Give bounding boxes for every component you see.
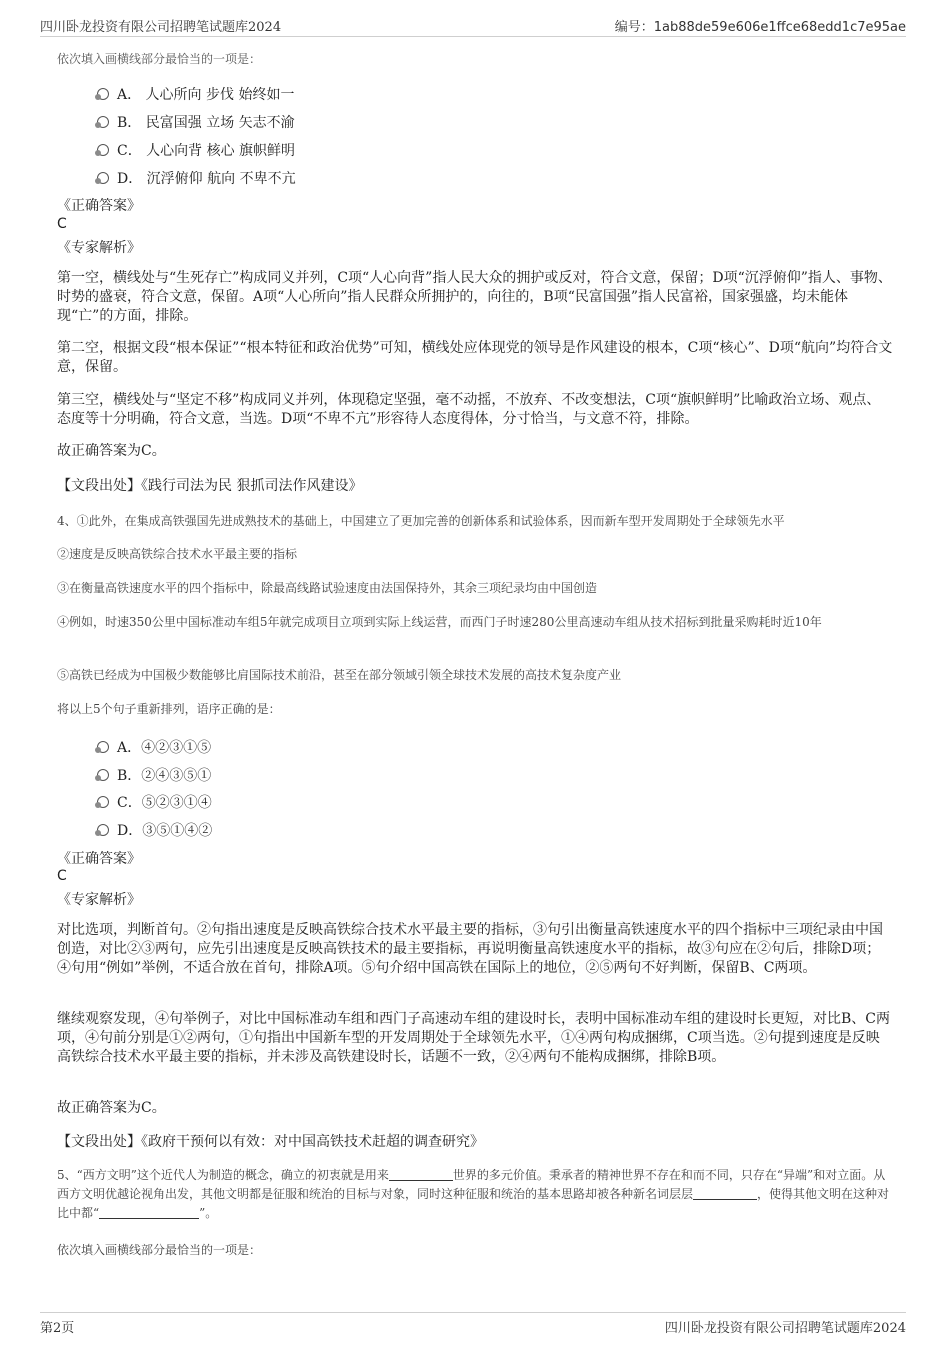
q3-answer-label: 《正确答案》 (57, 198, 141, 214)
page-header (40, 14, 906, 37)
q4-analysis-label: 《专家解析》 (57, 892, 141, 908)
footer-title: 四川卧龙投资有限公司招聘笔试题库2024 (664, 1321, 906, 1336)
q3-option-c[interactable]: C． 人心向背 核心 旗帜鲜明 (97, 140, 295, 160)
q3-option-d[interactable]: D． 沉浮俯仰 航向 不卑不亢 (97, 168, 296, 188)
document-id: 编号：1ab88de59e606e1ffce68edd1c7e95ae (614, 20, 906, 35)
q4-analysis-p1: 对比选项，判断首句。②句指出速度是反映高铁综合技术水平最主要的指标，③句引出衡量高铁速度水平的四个指标中三项纪录由中国创造，对比②③两句，应先引出速度是反映高铁技术的最主要指标，再说明衡量高铁速度水平的指标，故③句应在②句后，排除D项；④句用“例如”举例，不适合放在首句，排除A项。⑤句介绍中国高铁在国际上的地位，②⑤两句不好判断，保留B、C两项。 (57, 922, 883, 976)
q4-analysis-p2: 继续观察发现，④句举例子，对比中国标准动车组和西门子高速动车组的建设时长，表明中国标准动车组的建设时长更短，对比B、C两项，④句前分别是①②两句，①句指出中国新车型的开发周期处于全球领先水平，①④两句构成捆绑，C项当选。②句提到速度是反映高铁综合技术水平最主要的指标，并未涉及高铁建设时长，话题不一致，②④两句不能构成捆绑，排除B项。 (57, 1011, 890, 1065)
blank-2 (693, 1187, 757, 1200)
q3-answer: C (57, 216, 67, 232)
radio-icon[interactable] (97, 88, 109, 100)
q4-sentence-5: ⑤高铁已经成为中国极少数能够比肩国际技术前沿，甚至在部分领域引领全球技术发展的高技术复杂度产业 (57, 668, 622, 682)
q3-analysis-label: 《专家解析》 (57, 240, 141, 256)
q4-option-b[interactable]: B．②④③⑤① (97, 765, 211, 785)
radio-icon[interactable] (97, 769, 109, 781)
q3-option-b[interactable]: B． 民富国强 立场 矢志不渝 (97, 112, 295, 132)
radio-icon[interactable] (97, 741, 109, 753)
q3-conclusion: 故正确答案为C。 (57, 443, 166, 459)
q4-sentence-2: ②速度是反映高铁综合技术水平最主要的指标 (57, 547, 298, 561)
q4-option-a[interactable]: A．④②③①⑤ (97, 737, 211, 757)
q3-option-a[interactable]: A． 人心所向 步伐 始终如一 (97, 84, 294, 104)
q3-analysis-p1: 第一空，横线处与“生死存亡”构成同义并列，C项“人心向背”指人民大众的拥护或反对，符合文意，保留；D项“沉浮俯仰”指人、事物、时势的盛衰，符合文意，保留。A项“人心所向”指人民群众所拥护的，向往的，B项“民富国强”指人民富裕，国家强盛，均未能体现“亡”的方面，排除。 (57, 270, 892, 324)
q4-option-c[interactable]: C．⑤②③①④ (97, 792, 212, 812)
header-title: 四川卧龙投资有限公司招聘笔试题库2024 (40, 20, 282, 35)
page-footer (40, 1312, 906, 1337)
blank-3 (99, 1206, 199, 1219)
q5-prompt: 依次填入画横线部分最恰当的一项是： (57, 1243, 262, 1257)
q4-source: 【文段出处】《政府干预何以有效：对中国高铁技术赶超的调查研究》 (57, 1134, 484, 1150)
q5-stem: 5、“西方文明”这个近代人为制造的概念，确立的初衷就是用来 世界的多元价值。秉承者的精神世界不存在和而不同，只存在“异端”和对立面。从西方文明优越论视角出发，其他文明都是征服和统治的目标与对象，同时这种征服和统治的基本思路却被各种新名词层层 ，使得其他文明在这种对比中都“ ”。 (57, 1168, 890, 1220)
blank-1 (389, 1168, 453, 1181)
q3-prompt: 依次填入画横线部分最恰当的一项是： (57, 52, 262, 66)
radio-icon[interactable] (97, 144, 109, 156)
q4-sentence-3: ③在衡量高铁速度水平的四个指标中，除最高线路试验速度由法国保持外，其余三项纪录均由中国创造 (57, 581, 598, 595)
radio-icon[interactable] (97, 116, 109, 128)
q4-conclusion: 故正确答案为C。 (57, 1100, 166, 1116)
radio-icon[interactable] (97, 796, 109, 808)
page-number: 第2页 (40, 1321, 75, 1336)
q3-analysis-p2: 第二空，根据文段“根本保证”“根本特征和政治优势”可知，横线处应体现党的领导是作风建设的根本，C项“核心”、D项“航向”均符合文意，保留。 (57, 340, 893, 375)
q3-source: 【文段出处】《践行司法为民 狠抓司法作风建设》 (57, 478, 363, 494)
q3-analysis-p3: 第三空，横线处与“坚定不移”构成同义并列，体现稳定坚强，毫不动摇，不放弃、不改变想法，C项“旗帜鲜明”比喻政治立场、观点、态度等十分明确，符合文意，当选。D项“不卑不亢”形容待人态度得体，分寸恰当，与文意不符，排除。 (57, 392, 881, 427)
radio-icon[interactable] (97, 172, 109, 184)
q4-answer: C (57, 868, 67, 884)
q4-prompt: 将以上5个句子重新排列，语序正确的是： (57, 702, 281, 716)
q4-sentence-1: 4、①此外，在集成高铁强国先进成熟技术的基础上，中国建立了更加完善的创新体系和试验体系，因而新车型开发周期处于全球领先水平 (57, 514, 785, 528)
q4-answer-label: 《正确答案》 (57, 851, 141, 867)
q4-option-d[interactable]: D．③⑤①④② (97, 820, 212, 840)
radio-icon[interactable] (97, 824, 109, 836)
q4-sentence-4: ④例如，时速350公里中国标准动车组5年就完成项目立项到实际上线运营，而西门子时速280公里高速动车组从技术招标到批量采购耗时近10年 (57, 615, 822, 629)
